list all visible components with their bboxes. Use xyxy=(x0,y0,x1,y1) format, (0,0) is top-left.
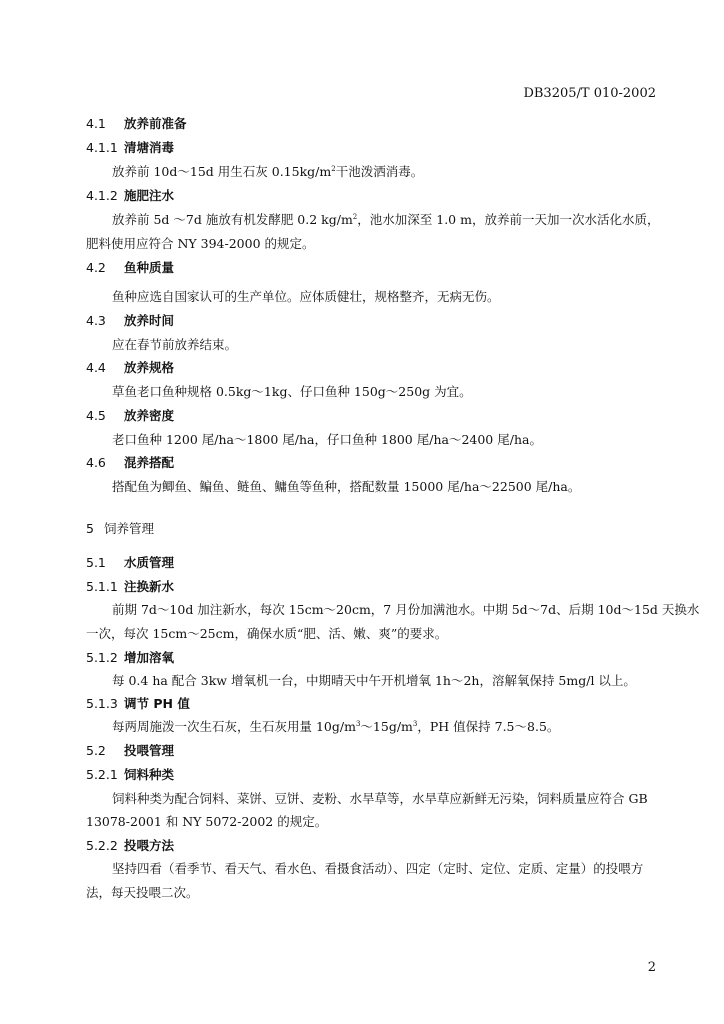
superscript: 3 xyxy=(412,720,418,728)
section-heading xyxy=(86,577,174,595)
superscript: 2 xyxy=(352,213,358,221)
text-run: ～15g/m xyxy=(360,719,413,734)
section-number: 5 xyxy=(86,521,94,536)
text-run: 放养前 5d ～7d 施放有机发酵肥 0.2 kg/m xyxy=(112,212,353,227)
section-title: 鱼种质量 xyxy=(124,260,175,275)
paragraph: 前期 7d～10d 加注新水，每次 15cm～20cm，7 月份加满池水。中期 5d～7d、后期 10d～15d 天换水 xyxy=(112,602,700,617)
section-number: 4.1 xyxy=(86,116,106,131)
section-number: 4.3 xyxy=(86,313,106,328)
section-title: 放养时间 xyxy=(124,313,175,328)
section-heading xyxy=(86,358,174,376)
section-number: 4.6 xyxy=(86,455,106,470)
section-title: 投喂方法 xyxy=(124,838,175,853)
paragraph xyxy=(112,210,659,228)
section-title: 放养前准备 xyxy=(124,116,187,131)
section-title: 饲料种类 xyxy=(124,767,175,782)
section-heading xyxy=(86,114,187,132)
paragraph: 每 0.4 ha 配合 3kw 增氧机一台，中期晴天中午开机增氧 1h～2h，溶解氧保持 5mg/l 以上。 xyxy=(112,673,636,688)
paragraph: 饲料种类为配合饲料、菜饼、豆饼、麦粉、水旱草等，水旱草应新鲜无污染，饲料质量应符合 GB xyxy=(112,791,648,806)
section-title: 放养规格 xyxy=(124,360,175,375)
section-number: 5.1 xyxy=(86,555,106,570)
section-title: 清塘消毒 xyxy=(124,140,175,155)
section-heading xyxy=(86,648,174,666)
section-number: 5.1.3 xyxy=(86,696,118,711)
section-title: 增加溶氧 xyxy=(124,650,175,665)
document-number: DB3205/T 010-2002 xyxy=(523,86,656,101)
superscript: 2 xyxy=(331,165,336,173)
page-number: 2 xyxy=(647,960,656,975)
paragraph: 老口鱼种 1200 尾/ha～1800 尾/ha，仔口鱼种 1800 尾/ha～2400 尾/ha。 xyxy=(112,432,542,447)
section-title: 放养密度 xyxy=(124,408,175,423)
paragraph-continuation: 法，每天投喂二次。 xyxy=(86,885,199,900)
superscript: 3 xyxy=(355,720,361,728)
section-title: 饲养管理 xyxy=(104,521,155,536)
paragraph-continuation: 一次，每次 15cm～25cm，确保水质“肥、活、嫩、爽”的要求。 xyxy=(86,626,448,641)
section-title: 注换新水 xyxy=(124,579,175,594)
paragraph: 草鱼老口鱼种规格 0.5kg～1kg、仔口鱼种 150g～250g 为宜。 xyxy=(112,384,472,399)
section-heading xyxy=(86,406,174,424)
section-number: 4.2 xyxy=(86,260,106,275)
paragraph: 应在春节前放养结束。 xyxy=(112,337,238,352)
paragraph xyxy=(112,717,559,735)
section-title: 施肥注水 xyxy=(124,188,175,203)
paragraph-continuation: 13078-2001 和 NY 5072-2002 的规定。 xyxy=(86,814,328,829)
paragraph: 搭配鱼为鲫鱼、鳊鱼、鲢鱼、鳙鱼等鱼种，搭配数量 15000 尾/ha～22500 尾/ha。 xyxy=(112,479,581,494)
section-heading xyxy=(86,258,174,276)
text-run: 干池泼洒消毒。 xyxy=(335,164,424,179)
paragraph: 鱼种应选自国家认可的生产单位。应体质健壮，规格整齐，无病无伤。 xyxy=(112,289,500,304)
section-title: 投喂管理 xyxy=(124,743,175,758)
paragraph xyxy=(112,162,423,180)
section-heading xyxy=(86,694,190,712)
section-number: 5.1.2 xyxy=(86,650,118,665)
section-title: 水质管理 xyxy=(124,555,175,570)
section-heading xyxy=(86,311,174,329)
section-number: 5.2.2 xyxy=(86,838,118,853)
text-run: ，池水加深至 1.0 m，放养前一天加一次水活化水质， xyxy=(357,212,660,227)
paragraph-continuation: 肥料使用应符合 NY 394-2000 的规定。 xyxy=(86,236,315,251)
section-number: 5.1.1 xyxy=(86,579,118,594)
section-heading xyxy=(86,453,174,471)
section-title: 调节 PH 值 xyxy=(124,696,190,711)
section-heading xyxy=(86,186,174,204)
section-heading xyxy=(86,138,174,156)
section-title: 混养搭配 xyxy=(124,455,175,470)
paragraph: 坚持四看（看季节、看天气、看水色、看摄食活动）、四定（定时、定位、定质、定量）的投喂方 xyxy=(112,861,644,876)
section-number: 4.5 xyxy=(86,408,106,423)
chapter-heading xyxy=(86,519,154,537)
section-heading xyxy=(86,836,174,854)
section-number: 4.4 xyxy=(86,360,106,375)
text-run: 放养前 10d～15d 用生石灰 0.15kg/m xyxy=(112,164,332,179)
section-number: 4.1.1 xyxy=(86,140,118,155)
section-heading xyxy=(86,765,174,783)
section-number: 5.2 xyxy=(86,743,106,758)
section-heading xyxy=(86,553,174,571)
section-number: 5.2.1 xyxy=(86,767,118,782)
section-heading xyxy=(86,741,174,759)
text-run: ，PH 值保持 7.5～8.5。 xyxy=(417,719,560,734)
text-run: 每两周施泼一次生石灰，生石灰用量 10g/m xyxy=(112,719,356,734)
section-number: 4.1.2 xyxy=(86,188,118,203)
